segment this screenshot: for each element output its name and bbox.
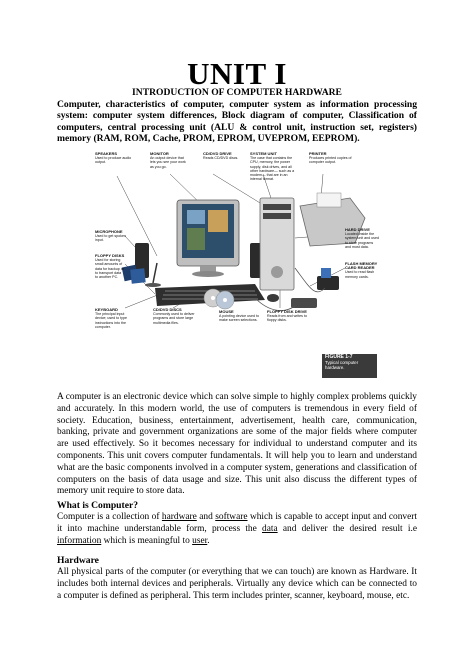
figure-number: FIGURE 1-7 — [325, 354, 353, 360]
figure-caption-text: Typical computer hardware. — [325, 360, 359, 370]
mouse-shape — [267, 294, 279, 302]
label-floppy-drive: FLOPPY DISK DRIVE Reads from and writes to floppy disks. — [267, 309, 307, 323]
label-keyboard: KEYBOARD The principal input device; used to type instructions into the computer. — [95, 307, 127, 329]
flash-reader-shape — [317, 276, 339, 290]
hardware-link[interactable]: hardware — [161, 512, 197, 522]
hardware-illustration — [95, 148, 380, 380]
label-microphone: MICROPHONE Used to get spoken input. — [95, 229, 126, 243]
label-monitor: MONITOR An output device that lets you see your work as you go. — [150, 151, 186, 169]
intro-paragraph: A computer is an electronic device which can solve simple to highly complex problems quickly and accurately. In this modern world, the use of computers is tremendous in every field of society. Education, business, entertainment, advertisement, health care, communication, banking, private and government organizations are some of the major fields where computer are used effectively. So it becomes necessary for individual to understand computer and its components. This unit covers computer fundamentals. It will help you to learn and understand what are the basic components involved in a computer system, generations and classification of computers on the basis of data usage and size. This unit also discuss the different types of memory unit require to store data. — [57, 392, 417, 497]
label-hard-drive: HARD DRIVE Located inside the system unit and used to store programs and most data. — [345, 227, 379, 249]
data-link[interactable]: data — [262, 523, 278, 534]
label-speakers: SPEAKERS Used to produce audio output. — [95, 151, 132, 165]
what-paragraph: Computer is a collection of hardware and software which is capable to accept input and convert it into machine understandable form, process the data and deliver the desired result i.e information which is meaningful to user. — [57, 512, 418, 546]
label-system-unit: SYSTEM UNIT The case that contains the CPU, memory, the power supply, disk drives, and all other hardware— such as a modem— that are in an internal format. — [250, 151, 295, 182]
label-mouse: MOUSE A pointing device used to make screen selections. — [219, 309, 259, 323]
label-cd-dvd-drive: CD/DVD DRIVE Reads CD/DVD discs. — [203, 151, 239, 161]
hardware-paragraph: All physical parts of the computer (or everything that we can touch) are known as Hardware. It includes both internal devices and peripherals. Virtually any device which can be connected to a computer is defined as peripheral. This term includes printer, scanner, keyboard, mouse, etc. — [57, 567, 417, 601]
hardware-heading: Hardware — [57, 555, 99, 566]
software-link[interactable]: software — [215, 512, 248, 522]
figure-caption — [322, 354, 377, 378]
hardware-figure — [95, 148, 380, 380]
label-flash-reader: FLASH MEMORY CARD READER Used to read flash memory cards. — [345, 261, 378, 279]
microphone-shape — [153, 263, 157, 283]
topics-list: Computer, characteristics of computer, computer system as information processing system: computer system differences, Block diagram of computer, Classification of computers, central processing unit (ALU & control unit, instruction set, registers) memory (RAM, ROM, Cache, PROM, EPROM, UVEPROM, EEPROM). — [57, 99, 417, 145]
label-cd-dvd-discs: CD/DVD DISCS Commonly used to deliver programs and store large multimedia files. — [153, 307, 195, 325]
label-printer: PRINTER Produces printed copies of computer output. — [309, 151, 352, 165]
label-floppy-disks: FLOPPY DISKS Used for storing small amounts of data for backup or to transport data to another PC. — [95, 253, 125, 280]
page-title: UNIT I — [187, 56, 287, 91]
page-subtitle: INTRODUCTION OF COMPUTER HARDWARE — [132, 87, 342, 98]
what-heading: What is Computer? — [57, 500, 139, 511]
user-link[interactable]: user — [192, 535, 208, 546]
information-link[interactable]: information — [57, 535, 102, 546]
